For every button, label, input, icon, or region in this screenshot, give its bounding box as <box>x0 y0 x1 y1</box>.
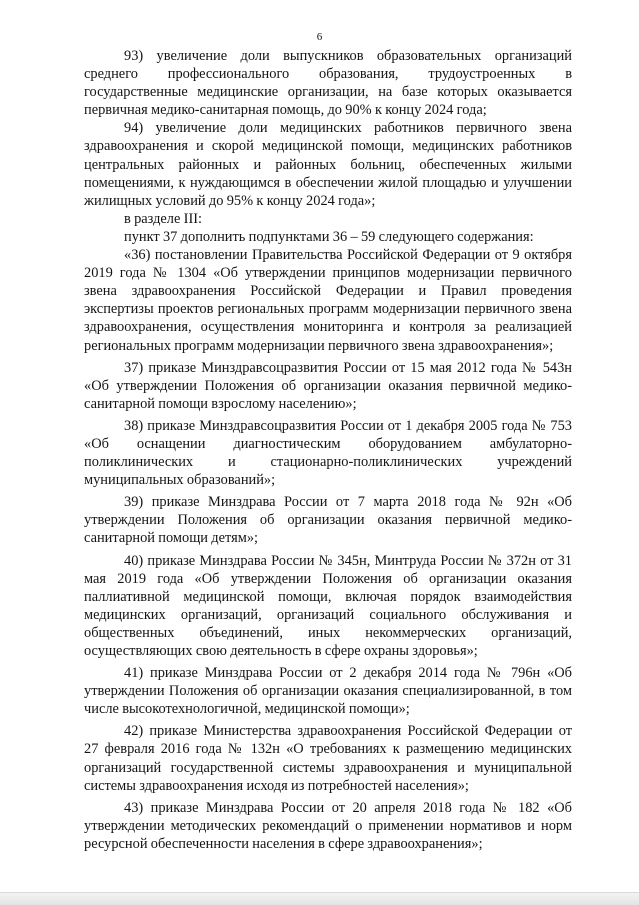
paragraph-item-41: 41) приказе Минздрава России от 2 декабря 2014 года № 796н «Об утверждении Положения об организации оказания специализированной, в том числе высокотехнологичной, медицинской помощи»; <box>84 665 572 718</box>
paragraph-item-43: 43) приказе Минздрава России от 20 апреля 2018 года № 182 «Об утверждении методических рекомендаций о применении нормативов и норм ресурсной обеспеченности населения в сфере здравоохранения»; <box>84 799 572 852</box>
document-body <box>84 47 572 853</box>
paragraph-item-37: 37) приказе Минздравсоцразвития России от 15 мая 2012 года № 543н «Об утверждении Положения об организации оказания первичной медико-санитарной помощи взрослому населению»; <box>84 359 572 412</box>
page-bottom-edge <box>0 892 639 905</box>
paragraph-section-heading: в разделе III: <box>124 210 203 227</box>
paragraph-item-40: 40) приказе Минздрава России № 345н, Минтруда России № 372н от 31 мая 2019 года «Об утверждении Положения об организации оказания паллиативной медицинской помощи, включая порядок взаимодействия медицинских организаций, организаций социального обслуживания и общественных объединений, иных некоммерческих организаций, осуществляющих свою деятельность в сфере охраны здоровья»; <box>84 552 572 659</box>
paragraph-item-94: 94) увеличение доли медицинских работников первичного звена здравоохранения и скорой медицинской помощи, медицинских работников центральных районных и районных больниц, обеспеченных жилыми помещениями, к нуждающимся в обеспечении жилой площадью и улучшении жилищных условий до 95% к концу 2024 года»; <box>84 120 572 209</box>
page-number: 6 <box>316 31 323 43</box>
paragraph-item-42: 42) приказе Министерства здравоохранения Российской Федерации от 27 февраля 2016 года № 132н «О требованиях к размещению медицинских организаций государственной системы здравоохранения и муниципальной системы здравоохранения исходя из потребностей населения»; <box>84 723 572 794</box>
paragraph-item-39: 39) приказе Минздрава России от 7 марта 2018 года № 92н «Об утверждении Положения об организации оказания первичной медико-санитарной помощи детям»; <box>84 494 572 547</box>
paragraph-item-36: «36) постановлении Правительства Российской Федерации от 9 октября 2019 года № 1304 «Об утверждении принципов модернизации первичного звена здравоохранения Российской Федерации и Правил проведения экспертизы проектов региональных программ модернизации первичного звена здравоохранения, осуществления мониторинга и контроля за реализацией региональных программ модернизации первичного звена здравоохранения»; <box>84 247 572 354</box>
paragraph-amendment-intro: пункт 37 дополнить подпунктами 36 – 59 следующего содержания: <box>124 228 534 245</box>
paragraph-item-38: 38) приказе Минздравсоцразвития России от 1 декабря 2005 года № 753 «Об оснащении диагностическим оборудованием амбулаторно-поликлинических и стационарно-поликлинических учреждений муниципальных образований»; <box>84 417 572 489</box>
paragraph-item-93: 93) увеличение доли выпускников образовательных организаций среднего профессионального образования, трудоустроенных в государственные медицинские организации, на базе которых оказывается первичная медико-санитарная помощь, до 90% к концу 2024 года; <box>84 48 572 119</box>
